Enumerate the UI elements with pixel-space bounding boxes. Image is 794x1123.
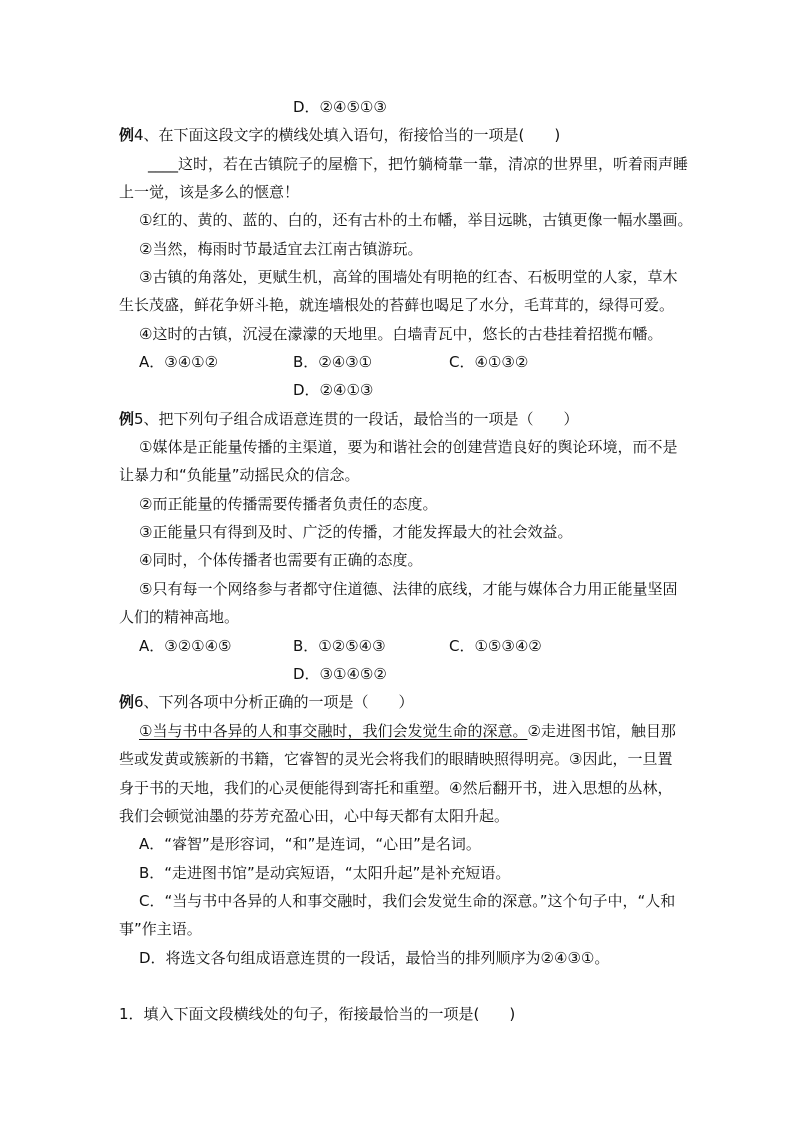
ex6-underlined-sentence: ①当与书中各异的人和事交融时，我们会发觉生命的深意。 bbox=[139, 722, 528, 740]
ex5-sentence-1-cont: 让暴力和“负能量”动摇民众的信念。 bbox=[119, 466, 360, 484]
ex4-option-b: B．②④③① bbox=[293, 353, 373, 371]
ex5-sentence-5-cont: 人们的精神高地。 bbox=[119, 608, 240, 626]
ex5-question bbox=[119, 409, 579, 429]
ex5-label: 例 bbox=[119, 410, 135, 428]
ex5-sentence-2: ②而正能量的传播需要传播者负责任的态度。 bbox=[139, 495, 438, 513]
ex6-para-line-3: 身于书的天地，我们的心灵便能得到寄托和重塑。④然后翻开书，进入思想的丛林， bbox=[119, 779, 673, 797]
ex6-para-line-2: 些或发黄或簇新的书籍，它睿智的灵光会将我们的眼睛映照得明亮。③因此，一旦置 bbox=[119, 750, 673, 768]
ex5-sentence-4: ④同时，个体传播者也需要有正确的态度。 bbox=[139, 551, 423, 569]
ex5-option-d: D．③①④⑤② bbox=[293, 665, 387, 683]
ex6-option-a: A．“睿智”是形容词，“和”是连词，“心田”是名词。 bbox=[139, 835, 481, 853]
ex5-option-b: B．①②⑤④③ bbox=[293, 637, 386, 655]
ex4-option-a: A．③④①② bbox=[139, 353, 219, 371]
q1-prompt: 1．填入下面文段横线处的句子，衔接最恰当的一项是( ) bbox=[119, 1005, 516, 1023]
ex4-question bbox=[119, 125, 560, 145]
ex5-prompt: 5、把下列句子组合成语意连贯的一段话，最恰当的一项是（ ） bbox=[134, 410, 579, 428]
ex6-option-c-cont: 事”作主语。 bbox=[119, 920, 202, 938]
ex5-option-a: A．③②①④⑤ bbox=[139, 637, 232, 655]
ex4-blank: ____ bbox=[148, 155, 178, 173]
ex4-sentence-3-cont: 生长茂盛，鲜花争妍斗艳，就连墙根处的苔藓也喝足了水分，毛茸茸的，绿得可爱。 bbox=[119, 296, 675, 314]
ex4-passage-line-2: 上一觉，该是多么的惬意！ bbox=[119, 183, 300, 201]
ex4-sentence-2: ②当然，梅雨时节最适宜去江南古镇游玩。 bbox=[139, 240, 423, 258]
ex4-label: 例 bbox=[119, 126, 135, 144]
ex6-option-d: D．将选文各句组成语意连贯的一段话，最恰当的排列顺序为②④③①。 bbox=[139, 949, 610, 967]
ex6-prompt: 6、下列各项中分析正确的一项是（ ） bbox=[134, 693, 414, 711]
ex4-sentence-1: ①红的、黄的、蓝的、白的，还有古朴的土布幡，举目远眺，古镇更像一幅水墨画。 bbox=[139, 211, 693, 229]
ex5-sentence-1: ①媒体是正能量传播的主渠道，要为和谐社会的创建营造良好的舆论环境，而不是 bbox=[139, 438, 678, 456]
ex4-prompt: 4、在下面这段文字的横线处填入语句，衔接恰当的一项是( ) bbox=[134, 126, 561, 144]
ex6-label: 例 bbox=[119, 693, 135, 711]
ex4-passage-line-1: ____这时，若在古镇院子的屋檐下，把竹躺椅靠一靠，清凉的世界里，听着雨声睡 bbox=[148, 155, 689, 173]
ex6-question bbox=[119, 692, 414, 712]
ex5-sentence-3: ③正能量只有得到及时、广泛的传播，才能发挥最大的社会效益。 bbox=[139, 523, 573, 541]
ex4-option-d: D．②④①③ bbox=[293, 381, 374, 399]
ex3-option-d: D．②④⑤①③ bbox=[293, 98, 387, 116]
ex4-sentence-4: ④这时的古镇，沉浸在濛濛的天地里。白墙青瓦中，悠长的古巷挂着招揽布幡。 bbox=[139, 325, 663, 343]
ex4-sentence-3: ③古镇的角落处，更赋生机，高耸的围墙处有明艳的红杏、石板明堂的人家，草木 bbox=[139, 268, 678, 286]
ex6-option-c: C．“当与书中各异的人和事交融时，我们会发觉生命的深意。”这个句子中，“人和 bbox=[139, 892, 676, 910]
ex5-sentence-5: ⑤只有每一个网络参与者都守住道德、法律的底线，才能与媒体合力用正能量坚固 bbox=[139, 580, 678, 598]
ex6-option-b: B．“走进图书馆”是动宾短语，“太阳升起”是补充短语。 bbox=[139, 864, 511, 882]
ex6-para-line-4: 我们会顿觉油墨的芬芳充盈心田，心中每天都有太阳升起。 bbox=[119, 807, 510, 825]
ex5-option-c: C．①⑤③④② bbox=[449, 637, 542, 655]
ex4-option-c: C．④①③② bbox=[449, 353, 529, 371]
ex6-para-line-1: ①当与书中各异的人和事交融时，我们会发觉生命的深意。②走进图书馆，触目那 bbox=[139, 722, 676, 740]
